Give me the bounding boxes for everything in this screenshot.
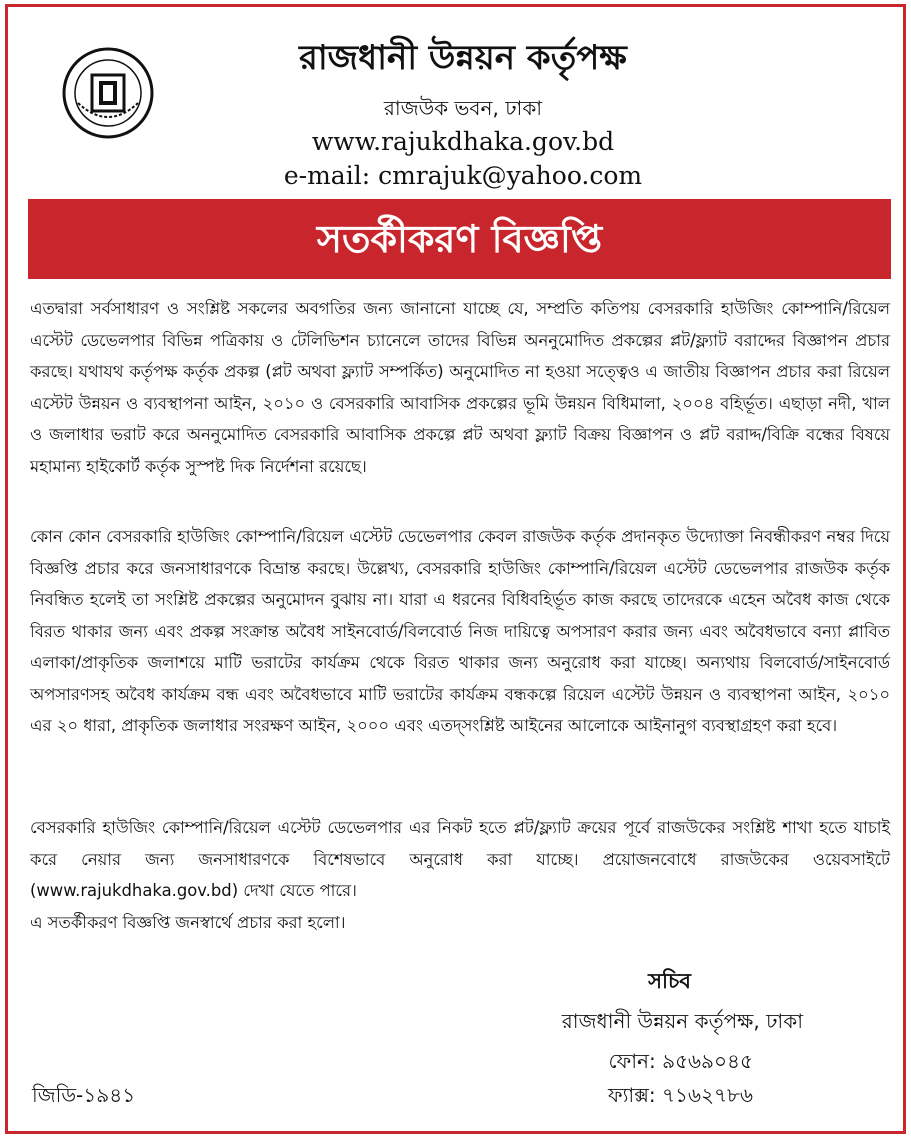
- phone-number: ফোন: ৯৫৬৯০৪৫: [608, 1049, 753, 1073]
- fax-number: ফ্যাক্স: ৭১৬২৭৮৬: [608, 1083, 753, 1107]
- paragraph-3-line-1: বেসরকারি হাউজিং কোম্পানি/রিয়েল এস্টেট ডেভেলপার এর নিকট হতে প্লট/ফ্ল্যাট ক্রয়ের পূর্বে রাজউকের সংশ্লিষ্ট শাখা হতে যাচাই করে নেয়ার জন্য জনসাধারণকে বিশেষভাবে অনুরোধ করা যাচ্ছে। প্রয়োজনবোধে রাজউকের ওয়েবসাইটে (www.rajukdhaka.gov.bd) দেখা যেতে পারে।: [30, 818, 890, 900]
- office-address: রাজউক ভবন, ঢাকা: [383, 96, 543, 120]
- email-address[interactable]: e-mail: cmrajuk@yahoo.com: [283, 161, 643, 190]
- notice-page: [5, 4, 906, 1134]
- paragraph-2: কোন কোন বেসরকারি হাউজিং কোম্পানি/রিয়েল এস্টেট ডেভেলপার কেবল রাজউক কর্তৃক প্রদানকৃত উদ্যোক্তা নিবন্ধীকরণ নম্বর দিয়ে বিজ্ঞপ্তি প্রচার করে জনসাধারণকে বিভ্রান্ত করছে। উল্লেখ্য, বেসরকারি হাউজিং কোম্পানি/রিয়েল এস্টেট ডেভেলপার রাজউক কর্তৃক নিবন্ধিত হলেই তা সংশ্লিষ্ট প্রকল্পের অনুমোদন বুঝায় না। যারা এ ধরনের বিধিবহির্ভূত কাজ করছে তাদেরকে এহেন অবৈধ কাজ থেকে বিরত থাকার জন্য এবং প্রকল্প সংক্রান্ত অবৈধ সাইনবোর্ড/বিলবোর্ড নিজ দায়িত্বে অপসারণ করার জন্য এবং অবৈধভাবে বন্যা প্লাবিত এলাকা/প্রাকৃতিক জলাশয়ে মাটি ভরাটের কার্যক্রম থেকে বিরত থাকার জন্য অনুরোধ করা যাচ্ছে। অন্যথায় বিলবোর্ড/সাইনবোর্ড অপসারণসহ অবৈধ কার্যক্রম বন্ধ এবং অবৈধভাবে মাটি ভরাটের কার্যক্রম বন্ধকল্পে রিয়েল এস্টেট উন্নয়ন ও ব্যবস্থাপনা আইন, ২০১০ এর ২০ ধারা, প্রাকৃতিক জলাধার সংরক্ষণ আইন, ২০০০ এবং এতদ্সংশ্লিষ্ট আইনের আলোকে আইনানুগ ব্যবস্থাগ্রহণ করা হবে।: [30, 527, 890, 735]
- notice-title-banner: সতর্কীকরণ বিজ্ঞপ্তি: [28, 199, 891, 279]
- org-name: রাজধানী উন্নয়ন কর্তৃপক্ষ: [299, 38, 627, 78]
- paragraph-3: [30, 812, 890, 938]
- signatory-org: রাজধানী উন্নয়ন কর্তৃপক্ষ, ঢাকা: [561, 1009, 803, 1033]
- website-link[interactable]: www.rajukdhaka.gov.bd: [311, 127, 615, 156]
- paragraph-3-line-2: এ সতর্কীকরণ বিজ্ঞপ্তি জনস্বার্থে প্রচার করা হলো।: [30, 912, 346, 932]
- signatory-title: সচিব: [648, 969, 691, 993]
- rajuk-seal-icon: [62, 47, 154, 139]
- paragraph-1: এতদ্বারা সর্বসাধারণ ও সংশ্লিষ্ট সকলের অবগতির জন্য জানানো যাচ্ছে যে, সম্প্রতি কতিপয় বেসরকারি হাউজিং কোম্পানি/রিয়েল এস্টেট ডেভেলপার বিভিন্ন পত্রিকায় ও টেলিভিশন চ্যানেলে তাদের বিভিন্ন অননুমোদিত প্রকল্পের প্লট/ফ্ল্যাট বরাদ্দের বিজ্ঞাপন প্রচার করছে। যথাযথ কর্তৃপক্ষ কর্তৃক প্রকল্প (প্লট অথবা ফ্ল্যাট সম্পর্কিত) অনুমোদিত না হওয়া সত্ত্বেও এ জাতীয় বিজ্ঞাপন প্রচার করা রিয়েল এস্টেট উন্নয়ন ও ব্যবস্থাপনা আইন, ২০১০ ও বেসরকারি আবাসিক প্রকল্পের ভূমি উন্নয়ন বিধিমালা, ২০০৪ বহির্ভূত। এছাড়া নদী, খাল ও জলাধার ভরাট করে অননুমোদিত বেসরকারি আবাসিক প্রকল্পে প্লট অথবা ফ্ল্যাট বিক্রয় বিজ্ঞাপন ও প্লট বরাদ্দ/বিক্রি বন্ধের বিষয়ে মহামান্য হাইকোর্ট কর্তৃক সুস্পষ্ট দিক নির্দেশনা রয়েছে।: [30, 299, 890, 476]
- gd-number: জিডি-১৯৪১: [32, 1083, 136, 1107]
